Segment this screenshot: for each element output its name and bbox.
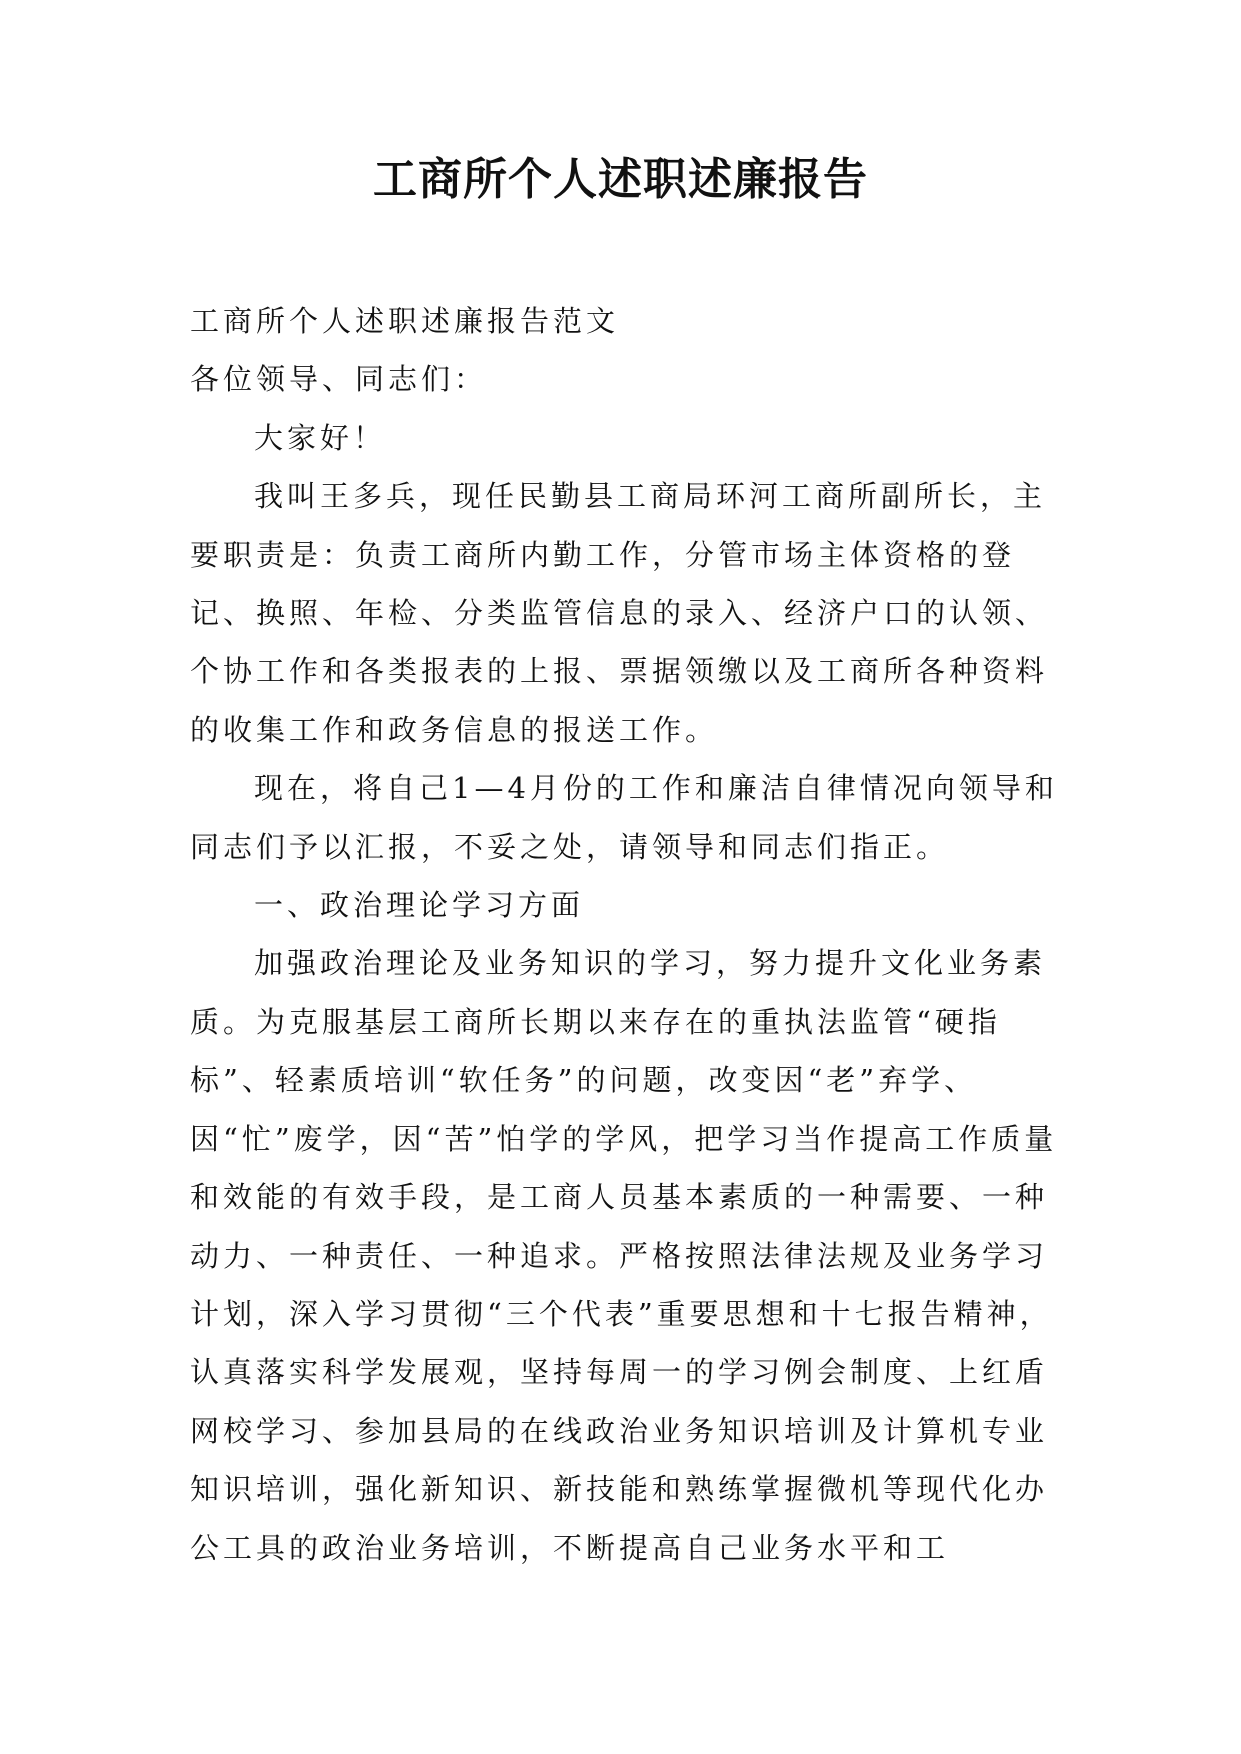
section-heading: 一、政治理论学习方面	[254, 888, 585, 923]
document-body	[190, 292, 1060, 1577]
greeting: 大家好！	[254, 420, 387, 455]
paragraph-report: 现在，将自己1—4月份的工作和廉洁自律情况向领导和同志们予以汇报，不妥之处，请领导和同志们指正。	[190, 771, 1058, 864]
paragraph-intro: 我叫王多兵，现任民勤县工商局环河工商所副所长，主要职责是：负责工商所内勤工作，分管市场主体资格的登记、换照、年检、分类监管信息的录入、经济户口的认领、个协工作和各类报表的上报、票据领缴以及工商所各种资料的收集工作和政务信息的报送工作。	[190, 479, 1049, 747]
salutation: 各位领导、同志们：	[190, 362, 488, 397]
page-title: 工商所个人述职述廉报告	[373, 154, 868, 205]
document-subtitle: 工商所个人述职述廉报告范文	[190, 304, 620, 338]
section-paragraph: 加强政治理论及业务知识的学习，努力提升文化业务素质。为克服基层工商所长期以来存在的重执法监管“硬指标”、轻素质培训“软任务”的问题，改变因“老”弃学、因“忙”废学，因“苦”怕学的学风，把学习当作提高工作质量和效能的有效手段，是工商人员基本素质的一种需要、一种动力、一种责任、一种追求。严格按照法律法规及业务学习计划，深入学习贯彻“三个代表”重要思想和十七报告精神，认真落实科学发展观，坚持每周一的学习例会制度、上红盾网校学习、参加县局的在线政治业务知识培训及计算机专业知识培训，强化新知识、新技能和熟练掌握微机等现代化办公工具的政治业务培训，不断提高自己业务水平和工	[190, 946, 1058, 1565]
